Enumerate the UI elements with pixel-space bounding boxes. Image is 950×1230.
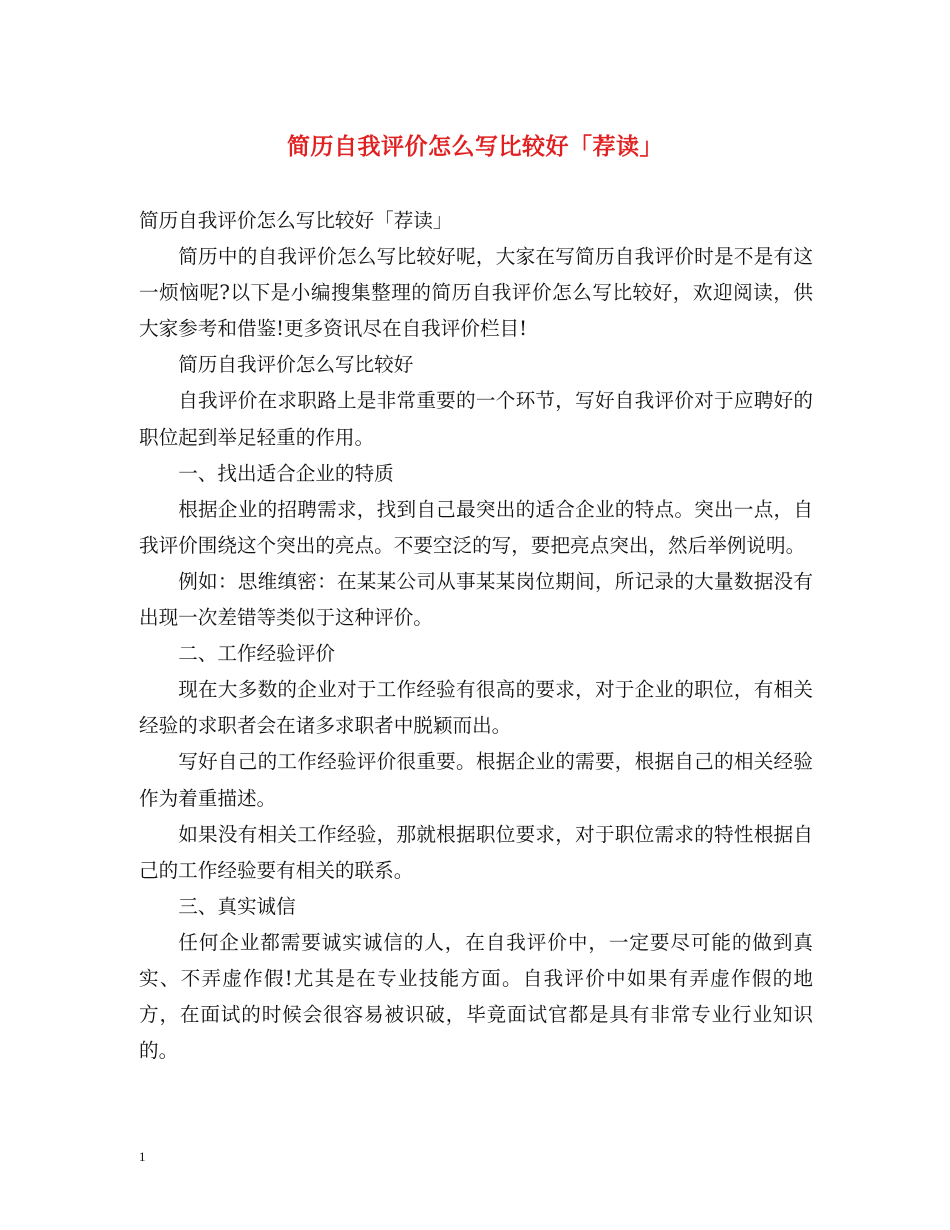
document-title: 简历自我评价怎么写比较好「荐读」 xyxy=(287,133,663,160)
section-heading: 三、真实诚信 xyxy=(178,894,296,918)
paragraph: 写好自己的工作经验评价很重要。根据企业的需要，根据自己的相关经验作为着重描述。 xyxy=(139,750,813,810)
paragraph: 根据企业的招聘需求，找到自己最突出的适合企业的特点。突出一点，自我评价围绕这个突出的亮点。不要空泛的写，要把亮点突出，然后举例说明。 xyxy=(139,497,813,557)
paragraph: 简历中的自我评价怎么写比较好呢，大家在写简历自我评价时是不是有这一烦恼呢?以下是小编搜集整理的简历自我评价怎么写比较好，欢迎阅读，供大家参考和借鉴!更多资讯尽在自我评价栏目! xyxy=(139,245,813,341)
section-heading: 一、找出适合企业的特质 xyxy=(178,461,394,485)
paragraph: 例如：思维缜密：在某某公司从事某某岗位期间，所记录的大量数据没有出现一次差错等类似于这种评价。 xyxy=(139,569,813,630)
paragraph: 自我评价在求职路上是非常重要的一个环节，写好自我评价对于应聘好的职位起到举足轻重的作用。 xyxy=(139,389,813,449)
paragraph: 简历自我评价怎么写比较好「荐读」 xyxy=(139,209,453,232)
page-number: 1 xyxy=(139,1149,146,1164)
paragraph: 现在大多数的企业对于工作经验有很高的要求，对于企业的职位，有相关经验的求职者会在诸多求职者中脱颖而出。 xyxy=(139,678,813,738)
paragraph: 简历自我评价怎么写比较好 xyxy=(178,353,414,377)
paragraph: 如果没有相关工作经验，那就根据职位要求，对于职位需求的特性根据自己的工作经验要有相关的联系。 xyxy=(139,822,813,882)
section-heading: 二、工作经验评价 xyxy=(178,642,335,666)
paragraph: 任何企业都需要诚实诚信的人，在自我评价中，一定要尽可能的做到真实、不弄虚作假!尤其是在专业技能方面。自我评价中如果有弄虚作假的地方，在面试的时候会很容易被识破，毕竟面试官都是具有非常专业行业知识的。 xyxy=(139,930,813,1063)
document-body xyxy=(139,203,813,1069)
